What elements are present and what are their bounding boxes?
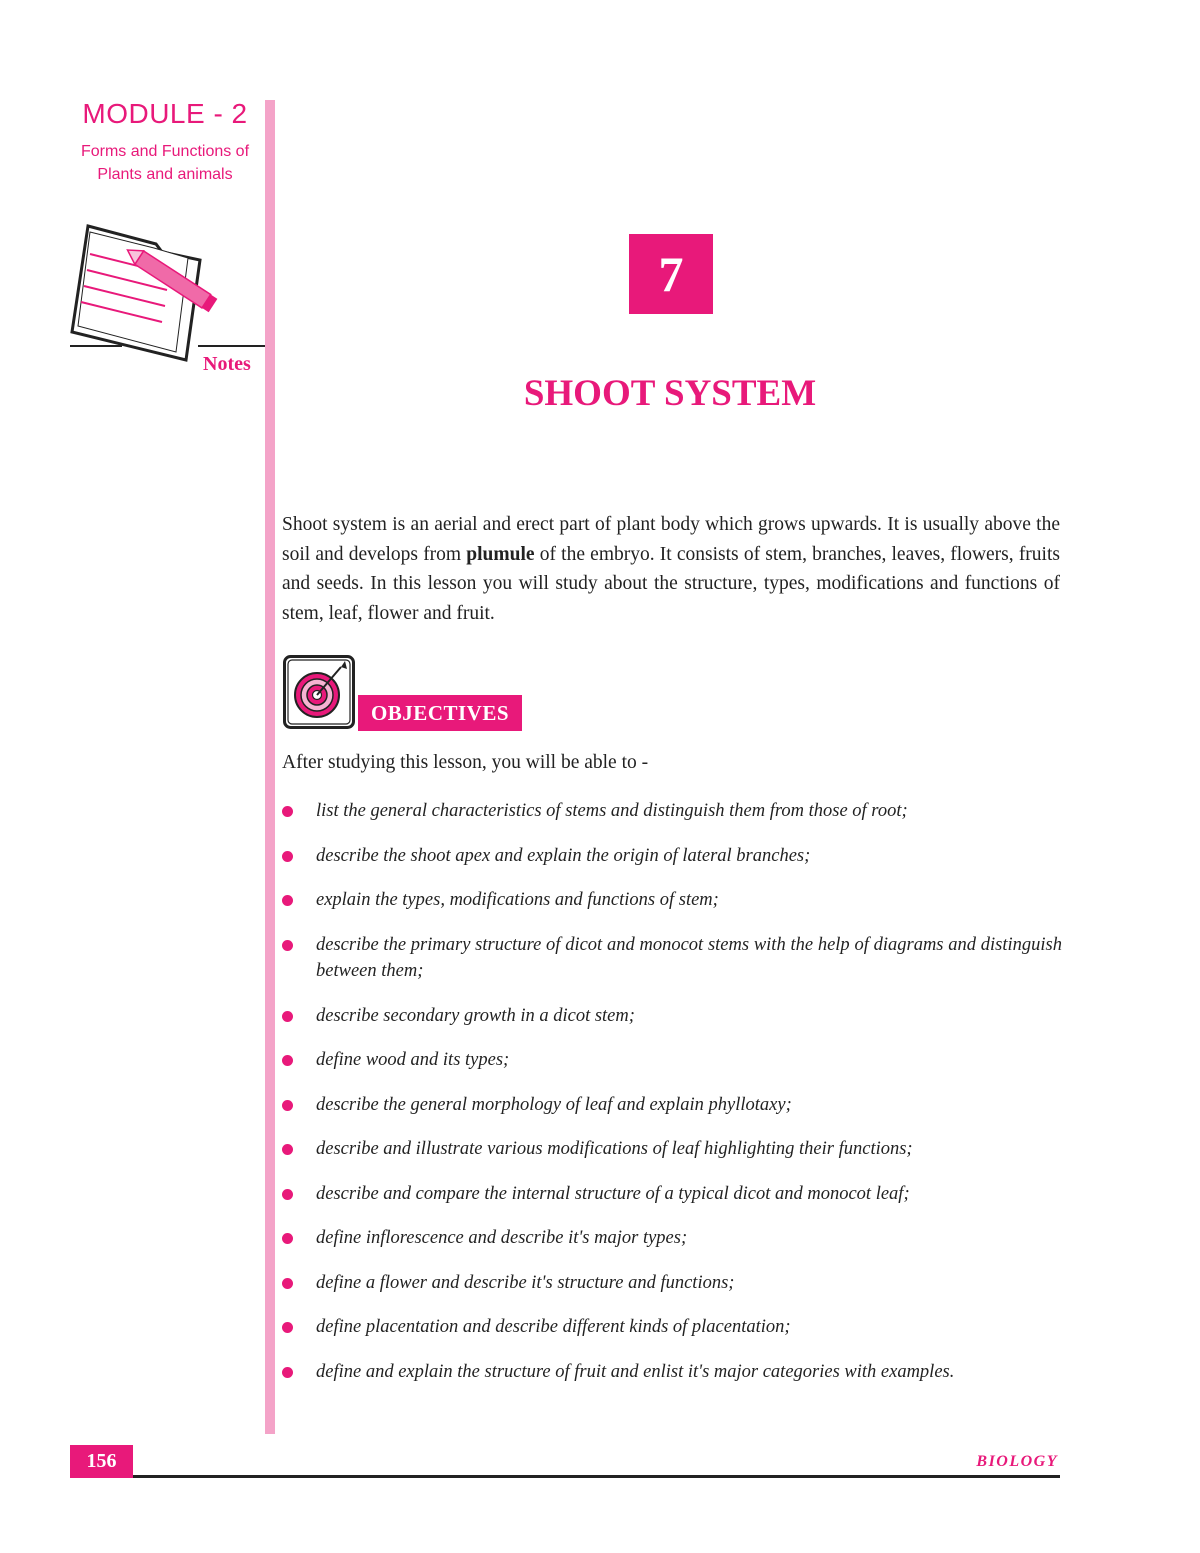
objective-text: describe secondary growth in a dicot stem; xyxy=(316,1005,635,1026)
objective-item xyxy=(280,843,1062,870)
objective-text: describe the primary structure of dicot and monocot stems with the help of diagrams and distinguish between them; xyxy=(316,934,1062,981)
objective-item xyxy=(280,798,1062,825)
objective-item xyxy=(280,1092,1062,1119)
module-subtitle-line1: Forms and Functions of xyxy=(80,143,250,160)
objective-text: define a flower and describe it's structure and functions; xyxy=(316,1272,735,1293)
intro-bold-term: plumule xyxy=(466,543,535,565)
bullet-icon xyxy=(282,1189,293,1200)
module-title: MODULE - 2 xyxy=(82,98,248,129)
objective-item xyxy=(280,1359,1062,1386)
sidebar-divider-bar xyxy=(265,100,275,1434)
objective-text: define wood and its types; xyxy=(316,1050,510,1070)
module-subtitle xyxy=(64,140,266,186)
objective-text: define inflorescence and describe it's major types; xyxy=(316,1228,688,1248)
bullet-icon xyxy=(282,1367,293,1378)
bullet-icon xyxy=(282,1011,293,1022)
bullet-icon xyxy=(282,1233,293,1244)
intro-text-end: of the embryo. It consists of stem, branches, leaves, flowers, fruits and seeds. In this lesson you will study about the structure, types, modifications and functions of stem, leaf, flower and fruit. xyxy=(282,543,1060,624)
bullet-icon xyxy=(282,1055,293,1066)
intro-text-start: Shoot system is an aerial and erect part of plant body which grows upwards. It is usually above the soil and develops from xyxy=(282,514,1060,565)
objective-item xyxy=(280,1181,1062,1208)
objective-item xyxy=(280,1270,1062,1297)
bullet-icon xyxy=(282,1278,293,1289)
target-icon xyxy=(283,655,355,729)
bullet-icon xyxy=(282,940,293,951)
objective-item xyxy=(280,1314,1062,1341)
objective-text: define and explain the structure of fruit and enlist it's major categories with examples. xyxy=(316,1361,955,1382)
bullet-icon xyxy=(282,1144,293,1155)
objective-item xyxy=(280,1003,1062,1030)
objective-item xyxy=(280,1047,1062,1074)
footer-rule xyxy=(133,1475,1060,1478)
objective-text: describe and illustrate various modifications of leaf highlighting their functions; xyxy=(316,1139,913,1159)
intro-paragraph xyxy=(282,510,1060,628)
objective-text: list the general characteristics of stems and distinguish them from those of root; xyxy=(316,801,908,821)
objective-item xyxy=(280,1225,1062,1252)
module-subtitle-line2: Plants and animals xyxy=(97,166,233,183)
objectives-list xyxy=(280,798,1062,1385)
objective-item xyxy=(280,887,1062,914)
bullet-icon xyxy=(282,806,293,817)
chapter-title: SHOOT SYSTEM xyxy=(523,373,817,414)
objective-text: describe and compare the internal structure of a typical dicot and monocot leaf; xyxy=(316,1183,910,1204)
objective-item xyxy=(280,1136,1062,1163)
objectives-heading: OBJECTIVES xyxy=(358,695,522,731)
footer-subject: BIOLOGY xyxy=(976,1453,1058,1470)
objective-text: describe the shoot apex and explain the origin of lateral branches; xyxy=(316,845,811,866)
objective-text: describe the general morphology of leaf and explain phyllotaxy; xyxy=(316,1094,792,1115)
page-number: 156 xyxy=(70,1445,133,1478)
bullet-icon xyxy=(282,1322,293,1333)
bullet-icon xyxy=(282,851,293,862)
bullet-icon xyxy=(282,1100,293,1111)
chapter-number: 7 xyxy=(629,234,713,314)
objective-item xyxy=(280,932,1062,985)
objective-text: define placentation and describe different kinds of placentation; xyxy=(316,1317,791,1337)
objective-text: explain the types, modifications and functions of stem; xyxy=(316,890,719,910)
bullet-icon xyxy=(282,895,293,906)
notes-label: Notes xyxy=(203,353,251,375)
objectives-lead-in: After studying this lesson, you will be able to - xyxy=(282,752,649,773)
